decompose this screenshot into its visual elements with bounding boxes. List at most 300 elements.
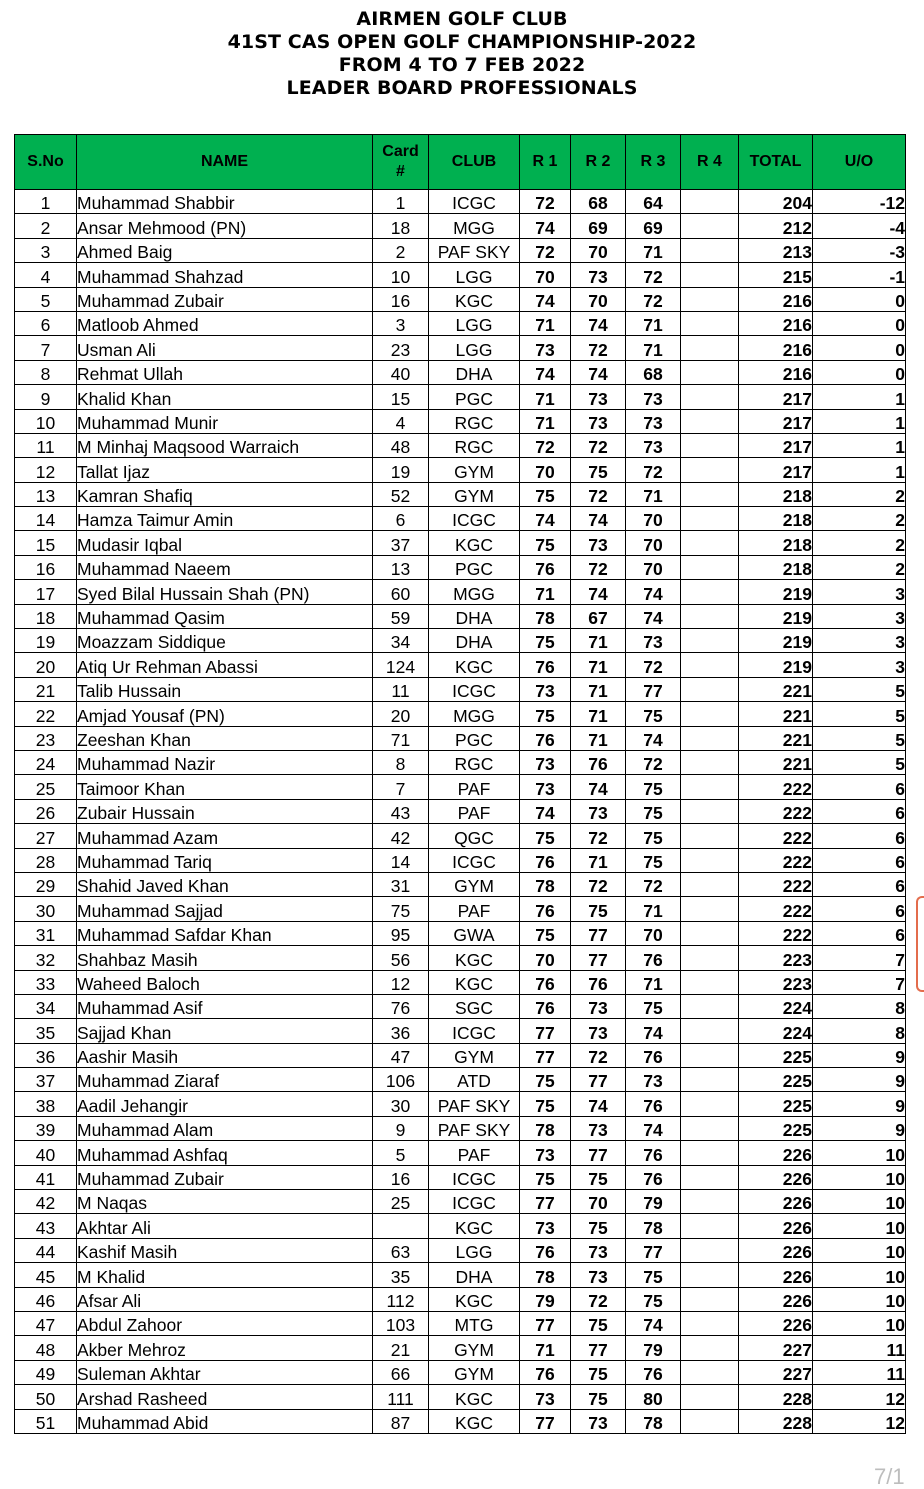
cell-r1: 77 [520,1409,571,1433]
cell-r3: 73 [626,385,681,409]
cell-r4 [681,555,739,579]
cell-name: Shahbaz Masih [77,946,373,970]
cell-uo: 8 [813,994,906,1018]
cell-sno: 18 [15,604,77,628]
page-number: 7/1 [874,1464,905,1489]
cell-r2: 72 [571,433,626,457]
col-header-name: NAME [77,135,373,190]
cell-name: Sajjad Khan [77,1019,373,1043]
cell-sno: 43 [15,1214,77,1238]
cell-club: LGG [429,263,520,287]
cell-uo: 6 [813,848,906,872]
table-row [15,555,906,579]
cell-card: 59 [373,604,429,628]
table-row [15,1116,906,1140]
table-row [15,1214,906,1238]
cell-r2: 75 [571,1385,626,1409]
cell-sno: 3 [15,238,77,262]
table-row [15,653,906,677]
cell-r3: 75 [626,1287,681,1311]
cell-r2: 75 [571,458,626,482]
cell-r1: 75 [520,921,571,945]
cell-club: ICGC [429,848,520,872]
cell-card: 5 [373,1141,429,1165]
cell-r1: 71 [520,1336,571,1360]
cell-sno: 15 [15,531,77,555]
cell-total: 217 [739,458,813,482]
cell-card: 9 [373,1116,429,1140]
cell-r3: 71 [626,970,681,994]
cell-uo: 1 [813,458,906,482]
cell-r3: 76 [626,1092,681,1116]
cell-name: Suleman Akhtar [77,1360,373,1384]
cell-total: 204 [739,190,813,214]
cell-sno: 16 [15,555,77,579]
cell-club: GYM [429,1360,520,1384]
cell-card: 13 [373,555,429,579]
cell-r2: 77 [571,1068,626,1092]
cell-r2: 71 [571,726,626,750]
cell-name: Muhammad Shabbir [77,190,373,214]
cell-r3: 70 [626,531,681,555]
cell-card: 16 [373,1165,429,1189]
cell-r2: 76 [571,750,626,774]
cell-r1: 77 [520,1043,571,1067]
cell-total: 217 [739,385,813,409]
cell-uo: 0 [813,311,906,335]
cell-sno: 44 [15,1238,77,1262]
cell-r2: 70 [571,1190,626,1214]
cell-name: Muhammad Shahzad [77,263,373,287]
cell-r2: 77 [571,946,626,970]
cell-r3: 77 [626,1238,681,1262]
cell-uo: 1 [813,409,906,433]
cell-card: 11 [373,677,429,701]
cell-card: 36 [373,1019,429,1043]
col-header-total: TOTAL [739,135,813,190]
cell-r4 [681,775,739,799]
cell-club: KGC [429,1385,520,1409]
cell-uo: 3 [813,604,906,628]
cell-uo: 6 [813,872,906,896]
cell-card: 20 [373,702,429,726]
cell-card: 124 [373,653,429,677]
cell-r2: 67 [571,604,626,628]
cell-club: PAF [429,1141,520,1165]
cell-card: 40 [373,360,429,384]
cell-r2: 72 [571,1287,626,1311]
cell-r1: 76 [520,726,571,750]
table-row [15,1092,906,1116]
cell-r2: 77 [571,1336,626,1360]
cell-card: 4 [373,409,429,433]
cell-r2: 74 [571,360,626,384]
cell-uo: 11 [813,1336,906,1360]
cell-r1: 75 [520,1068,571,1092]
table-row [15,1360,906,1384]
cell-r4 [681,1238,739,1262]
cell-club: LGG [429,311,520,335]
cell-club: ICGC [429,1165,520,1189]
table-row [15,190,906,214]
cell-r1: 76 [520,653,571,677]
cell-sno: 21 [15,677,77,701]
cell-sno: 26 [15,799,77,823]
leaderboard-title: LEADER BOARD PROFESSIONALS [286,77,638,99]
cell-uo: 10 [813,1311,906,1335]
col-header-card-line1: Card [382,143,419,160]
cell-uo: 1 [813,385,906,409]
cell-total: 219 [739,629,813,653]
cell-total: 217 [739,409,813,433]
cell-card: 14 [373,848,429,872]
table-row [15,1238,906,1262]
cell-name: Khalid Khan [77,385,373,409]
cell-name: Matloob Ahmed [77,311,373,335]
cell-r3: 79 [626,1336,681,1360]
cell-r3: 72 [626,653,681,677]
cell-sno: 2 [15,214,77,238]
cell-total: 225 [739,1043,813,1067]
cell-r3: 64 [626,190,681,214]
cell-name: Zubair Hussain [77,799,373,823]
cell-r3: 75 [626,824,681,848]
table-row [15,775,906,799]
cell-r1: 76 [520,555,571,579]
cell-r3: 70 [626,507,681,531]
cell-card: 23 [373,336,429,360]
cell-r3: 75 [626,799,681,823]
cell-r1: 77 [520,1190,571,1214]
cell-card: 6 [373,507,429,531]
cell-name: M Minhaj Maqsood Warraich [77,433,373,457]
cell-r4 [681,360,739,384]
cell-r3: 73 [626,629,681,653]
cell-total: 222 [739,775,813,799]
cell-total: 221 [739,702,813,726]
table-row [15,311,906,335]
cell-name: Usman Ali [77,336,373,360]
cell-r4 [681,677,739,701]
col-header-card [373,135,429,190]
cell-name: Muhammad Safdar Khan [77,921,373,945]
cell-total: 216 [739,311,813,335]
cell-r2: 71 [571,653,626,677]
cell-r2: 72 [571,336,626,360]
cell-card: 12 [373,970,429,994]
cell-sno: 9 [15,385,77,409]
cell-r3: 74 [626,1019,681,1043]
cell-uo: 6 [813,897,906,921]
cell-total: 223 [739,970,813,994]
table-row [15,946,906,970]
cell-sno: 29 [15,872,77,896]
cell-card: 75 [373,897,429,921]
cell-r3: 72 [626,872,681,896]
cell-r1: 70 [520,946,571,970]
cell-card: 111 [373,1385,429,1409]
table-row [15,872,906,896]
cell-r4 [681,1190,739,1214]
cell-r4 [681,1360,739,1384]
cell-total: 213 [739,238,813,262]
cell-uo: 5 [813,726,906,750]
cell-r4 [681,1019,739,1043]
cell-name: Kashif Masih [77,1238,373,1262]
cell-sno: 20 [15,653,77,677]
cell-uo: 6 [813,775,906,799]
leaderboard-table [14,134,906,1434]
table-row [15,1336,906,1360]
table-row [15,1068,906,1092]
cell-uo: 0 [813,336,906,360]
col-header-card-line2: # [396,163,405,180]
cell-r3: 72 [626,750,681,774]
cell-r4 [681,897,739,921]
col-header-r1: R 1 [520,135,571,190]
cell-r3: 71 [626,482,681,506]
cell-total: 215 [739,263,813,287]
cell-club: RGC [429,750,520,774]
cell-name: Syed Bilal Hussain Shah (PN) [77,580,373,604]
table-row [15,921,906,945]
table-row [15,1165,906,1189]
cell-name: Kamran Shafiq [77,482,373,506]
cell-total: 218 [739,531,813,555]
cell-card: 60 [373,580,429,604]
cell-uo: 2 [813,531,906,555]
cell-r4 [681,653,739,677]
cell-total: 227 [739,1360,813,1384]
table-row [15,677,906,701]
cell-card: 1 [373,190,429,214]
cell-club: KGC [429,531,520,555]
table-row [15,507,906,531]
cell-r1: 70 [520,458,571,482]
cell-sno: 40 [15,1141,77,1165]
cell-total: 219 [739,604,813,628]
cell-total: 219 [739,653,813,677]
cell-r4 [681,238,739,262]
cell-r3: 72 [626,287,681,311]
cell-r3: 71 [626,336,681,360]
cell-name: Muhammad Alam [77,1116,373,1140]
cell-club: PGC [429,555,520,579]
cell-uo: -4 [813,214,906,238]
cell-r4 [681,629,739,653]
cell-card: 18 [373,214,429,238]
cell-sno: 45 [15,1263,77,1287]
cell-r4 [681,750,739,774]
cell-r1: 76 [520,1360,571,1384]
cell-name: Muhammad Ashfaq [77,1141,373,1165]
cell-uo: 1 [813,433,906,457]
cell-sno: 14 [15,507,77,531]
cell-r3: 76 [626,946,681,970]
cell-club: DHA [429,629,520,653]
table-row [15,750,906,774]
cell-club: DHA [429,1263,520,1287]
cell-card: 3 [373,311,429,335]
table-row [15,970,906,994]
cell-r2: 73 [571,799,626,823]
cell-r3: 76 [626,1165,681,1189]
cell-card: 47 [373,1043,429,1067]
cell-r1: 73 [520,750,571,774]
cell-r3: 71 [626,311,681,335]
cell-card: 34 [373,629,429,653]
table-row [15,1263,906,1287]
table-row [15,799,906,823]
cell-name: Zeeshan Khan [77,726,373,750]
cell-r4 [681,263,739,287]
cell-r1: 70 [520,263,571,287]
cell-r4 [681,531,739,555]
cell-name: Muhammad Sajjad [77,897,373,921]
cell-sno: 4 [15,263,77,287]
cell-sno: 50 [15,1385,77,1409]
table-row [15,482,906,506]
cell-sno: 32 [15,946,77,970]
cell-uo: 9 [813,1092,906,1116]
cell-total: 221 [739,677,813,701]
cell-r2: 73 [571,385,626,409]
cell-club: PAF SKY [429,1092,520,1116]
cell-r2: 74 [571,1092,626,1116]
cell-r4 [681,433,739,457]
cell-club: PGC [429,385,520,409]
cell-r1: 75 [520,482,571,506]
cell-r1: 71 [520,385,571,409]
cell-r4 [681,872,739,896]
cell-sno: 39 [15,1116,77,1140]
cell-card: 2 [373,238,429,262]
cell-name: Muhammad Asif [77,994,373,1018]
cell-club: ICGC [429,1190,520,1214]
cell-club: KGC [429,1287,520,1311]
table-row [15,433,906,457]
cell-r4 [681,1311,739,1335]
cell-name: Abdul Zahoor [77,1311,373,1335]
cell-club: GYM [429,1043,520,1067]
table-row [15,531,906,555]
cell-r2: 73 [571,531,626,555]
cell-name: Afsar Ali [77,1287,373,1311]
cell-r4 [681,921,739,945]
cell-sno: 25 [15,775,77,799]
cell-name: Muhammad Naeem [77,555,373,579]
cell-total: 225 [739,1116,813,1140]
cell-sno: 38 [15,1092,77,1116]
cell-r1: 73 [520,775,571,799]
cell-r1: 73 [520,336,571,360]
cell-r3: 70 [626,555,681,579]
cell-r2: 71 [571,702,626,726]
table-row [15,1385,906,1409]
cell-r2: 74 [571,311,626,335]
cell-card: 76 [373,994,429,1018]
cell-card: 21 [373,1336,429,1360]
cell-total: 224 [739,1019,813,1043]
cell-uo: -12 [813,190,906,214]
cell-card: 35 [373,1263,429,1287]
cell-uo: 6 [813,921,906,945]
cell-r2: 72 [571,872,626,896]
cell-uo: -1 [813,263,906,287]
cell-r1: 78 [520,1263,571,1287]
cell-card: 48 [373,433,429,457]
cell-uo: 10 [813,1238,906,1262]
table-row [15,848,906,872]
cell-name: Shahid Javed Khan [77,872,373,896]
cell-r3: 73 [626,1068,681,1092]
cell-r2: 76 [571,970,626,994]
cell-club: GWA [429,921,520,945]
cell-total: 226 [739,1263,813,1287]
cell-total: 225 [739,1092,813,1116]
cell-club: LGG [429,1238,520,1262]
cell-sno: 49 [15,1360,77,1384]
cell-r1: 76 [520,994,571,1018]
cell-r4 [681,1141,739,1165]
cell-card [373,1214,429,1238]
cell-uo: 9 [813,1043,906,1067]
cell-name: Muhammad Munir [77,409,373,433]
cell-r4 [681,507,739,531]
cell-name: Muhammad Nazir [77,750,373,774]
cell-r4 [681,1336,739,1360]
cell-card: 42 [373,824,429,848]
table-body [15,190,906,1434]
cell-total: 226 [739,1165,813,1189]
cell-r4 [681,409,739,433]
cell-r1: 77 [520,1019,571,1043]
side-tab-marker [916,896,924,992]
table-row [15,1311,906,1335]
table-row [15,360,906,384]
cell-r4 [681,214,739,238]
cell-card: 106 [373,1068,429,1092]
cell-total: 216 [739,336,813,360]
cell-uo: 10 [813,1141,906,1165]
cell-r4 [681,1385,739,1409]
cell-r2: 73 [571,1238,626,1262]
cell-r2: 71 [571,629,626,653]
cell-r2: 74 [571,580,626,604]
header-row [15,135,906,190]
cell-card: 19 [373,458,429,482]
cell-r2: 73 [571,994,626,1018]
cell-club: KGC [429,287,520,311]
cell-r3: 75 [626,775,681,799]
cell-r2: 74 [571,775,626,799]
cell-r2: 73 [571,1019,626,1043]
cell-sno: 22 [15,702,77,726]
cell-r4 [681,385,739,409]
cell-r3: 74 [626,604,681,628]
cell-uo: 7 [813,970,906,994]
table-row [15,824,906,848]
cell-r1: 71 [520,311,571,335]
cell-uo: 3 [813,580,906,604]
cell-sno: 28 [15,848,77,872]
cell-card: 66 [373,1360,429,1384]
cell-club: GYM [429,1336,520,1360]
table-row [15,702,906,726]
cell-card: 7 [373,775,429,799]
cell-name: Aashir Masih [77,1043,373,1067]
cell-r2: 75 [571,1311,626,1335]
